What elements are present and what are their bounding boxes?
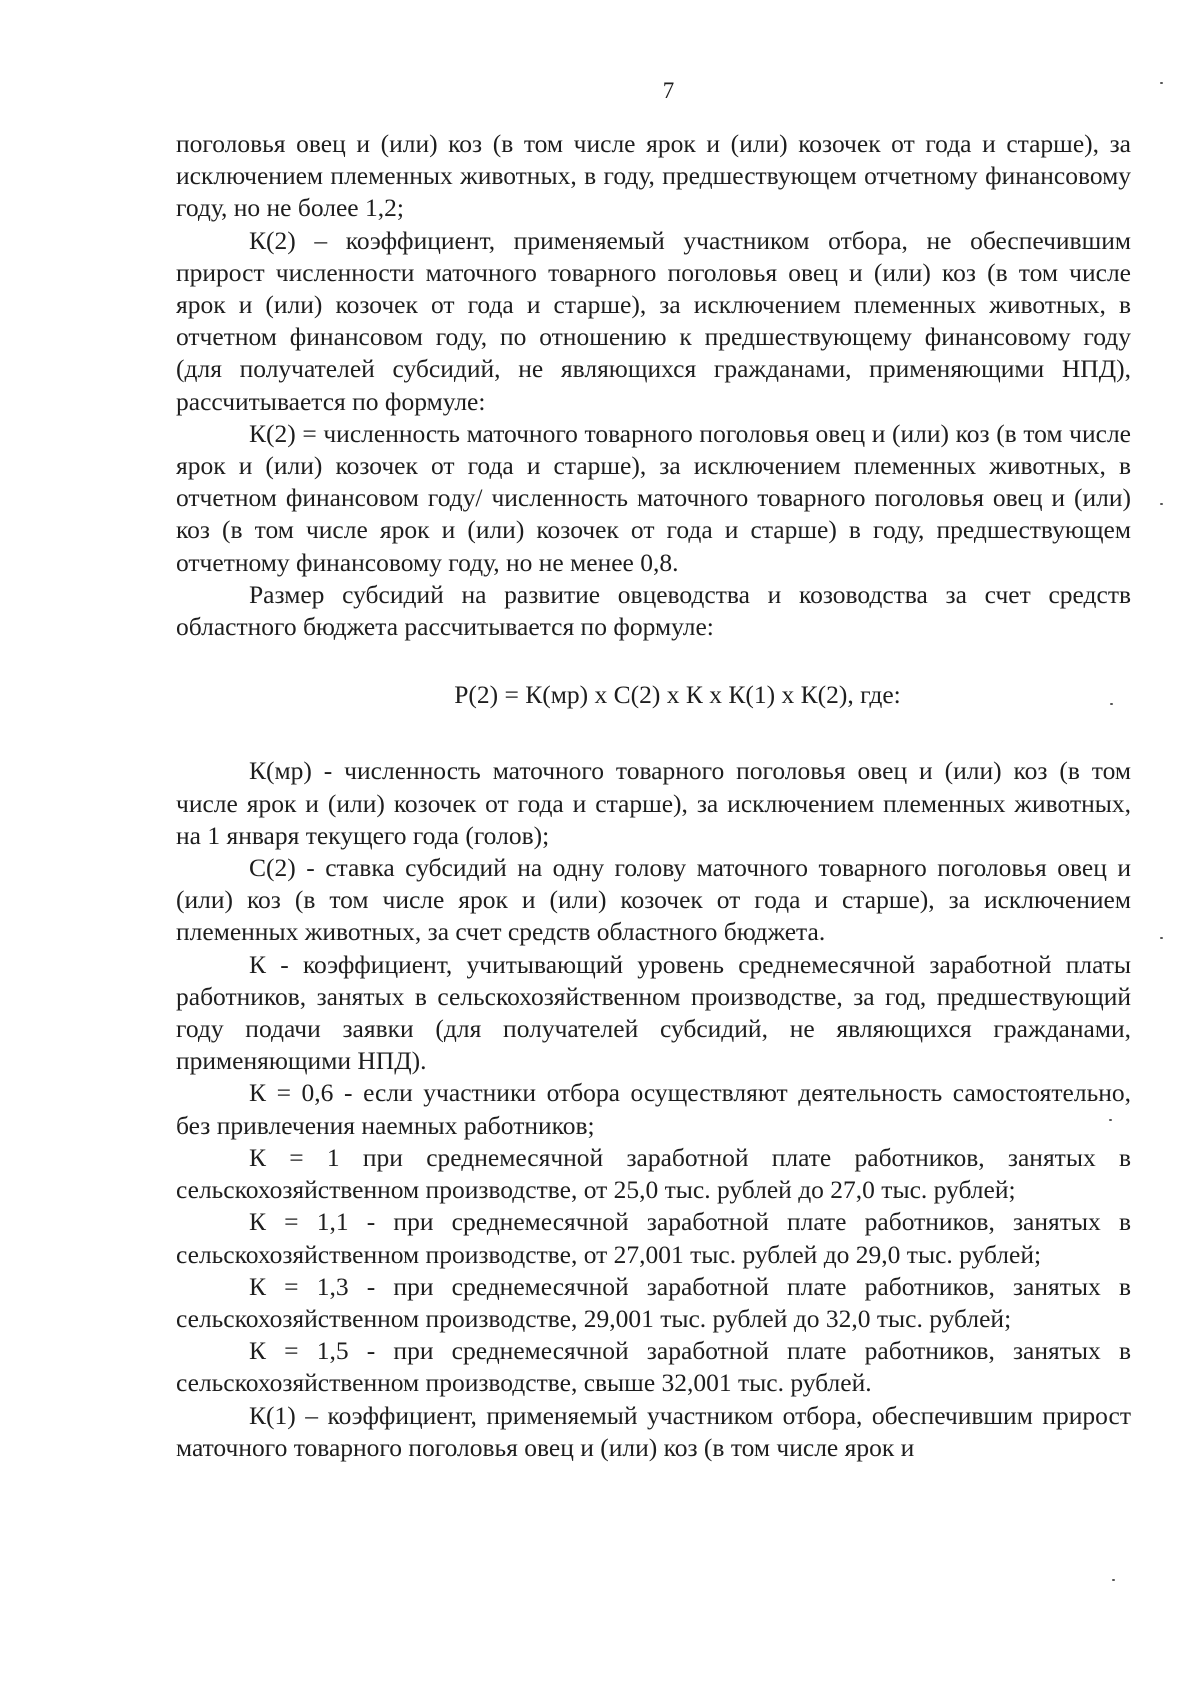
paragraph-k-1-3: К = 1,3 - при среднемесячной заработной плате работников, занятых в сельскохозяйственном производстве, 29,001 тыс. рублей до 32,0 тыс. рублей;	[176, 1271, 1131, 1333]
document-page	[176, 78, 1131, 1464]
paragraph-k-1-5: К = 1,5 - при среднемесячной заработной плате работников, занятых в сельскохозяйственном производстве, свыше 32,001 тыс. рублей.	[176, 1336, 1131, 1398]
paragraph-k-0-6: К = 0,6 - если участники отбора осуществляют деятельность самостоятельно, без привлечения наемных работников;	[176, 1078, 1131, 1140]
paragraph-continuation: поголовья овец и (или) коз (в том числе ярок и (или) козочек от года и старше), за исключением племенных животных, в году, предшествующем отчетному финансовому году, но не более 1,2;	[176, 129, 1131, 223]
scan-speck	[1160, 82, 1163, 84]
scan-speck	[1109, 1119, 1112, 1121]
page-number: 7	[662, 78, 675, 103]
paragraph-k-1-1: К = 1,1 - при среднемесячной заработной плате работников, занятых в сельскохозяйственном производстве, от 27,001 тыс. рублей до 29,0 тыс. рублей;	[176, 1207, 1131, 1269]
formula-p2: Р(2) = К(мр) х С(2) х К х К(1) х К(2), где:	[454, 680, 901, 710]
paragraph-subsidy-size: Размер субсидий на развитие овцеводства и козоводства за счет средств областного бюджета рассчитывается по формуле:	[176, 579, 1131, 642]
scan-speck	[1110, 703, 1113, 705]
scan-speck	[1160, 937, 1163, 939]
scan-speck	[1112, 1579, 1115, 1581]
paragraph-kmr-definition: К(мр) - численность маточного товарного поголовья овец и (или) коз (в том числе ярок и (или) козочек от года и старше), за исключением племенных животных, на 1 января текущего года (голов);	[176, 756, 1131, 850]
paragraph-k-1: К = 1 при среднемесячной заработной плате работников, занятых в сельскохозяйственном производстве, от 25,0 тыс. рублей до 27,0 тыс. рублей;	[176, 1142, 1131, 1205]
paragraph-k2-formula: К(2) = численность маточного товарного поголовья овец и (или) коз (в том числе ярок и (или) козочек от года и старше), за исключением племенных животных, в отчетном финансовом году/ численность маточного товарного поголовья овец и (или) коз (в том числе ярок и (или) козочек от года и старше) в году, предшествующем отчетному финансовому году, но не менее 0,8.	[176, 418, 1131, 577]
paragraph-c2-definition: С(2) - ставка субсидий на одну голову маточного товарного поголовья овец и (или) коз (в том числе ярок и (или) козочек от года и старше), за исключением племенных животных, за счет средств областного бюджета.	[176, 853, 1131, 947]
scan-speck	[1160, 503, 1163, 505]
paragraph-k2-definition: К(2) – коэффициент, применяемый участником отбора, не обеспечившим прирост численности маточного товарного поголовья овец и (или) коз (в том числе ярок и (или) козочек от года и старше), за исключением племенных животных, в отчетном финансовом году, по отношению к предшествующему финансовому году (для получателей субсидий, не являющихся гражданами, применяющими НПД), рассчитывается по формуле:	[176, 225, 1131, 416]
paragraph-k1-definition: К(1) – коэффициент, применяемый участником отбора, обеспечившим прирост маточного товарного поголовья овец и (или) коз (в том числе ярок и	[176, 1400, 1131, 1462]
paragraph-k-definition: К - коэффициент, учитывающий уровень среднемесячной заработной платы работников, занятых в сельскохозяйственном производстве, за год, предшествующий году подачи заявки (для получателей субсидий, не являющихся гражданами, применяющими НПД).	[176, 949, 1131, 1076]
